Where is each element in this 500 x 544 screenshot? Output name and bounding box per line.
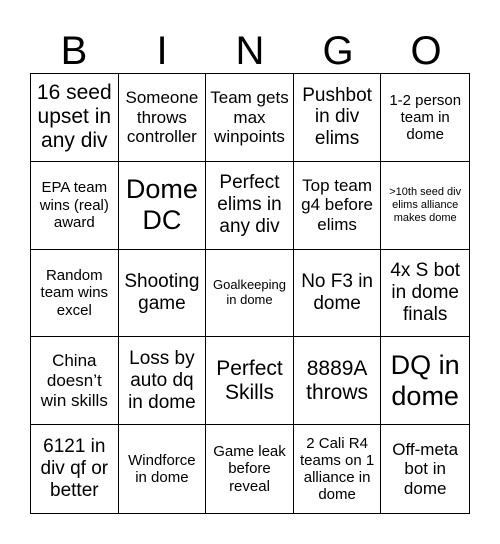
bingo-cell-r3c3[interactable] — [206, 250, 294, 338]
bingo-cell-r4c1[interactable] — [31, 337, 119, 425]
bingo-cell-r5c5[interactable] — [381, 425, 469, 513]
bingo-cell-r4c4[interactable] — [294, 337, 382, 425]
header-letter-n: N — [235, 29, 265, 73]
cell-text: 1-2 person team in dome — [389, 91, 462, 144]
bingo-cell-r2c4[interactable] — [294, 162, 382, 250]
cell-text: Loss by auto dq in dome — [128, 348, 196, 413]
bingo-cell-r5c3[interactable] — [206, 425, 294, 513]
header-letter-o: O — [410, 29, 442, 73]
cell-text: Perfect elims in any div — [217, 172, 282, 238]
header-letter-i: I — [156, 29, 168, 73]
cell-text: DQ in dome — [390, 349, 460, 411]
cell-text: EPA team wins (real) award — [39, 179, 109, 231]
cell-text: China doesn’t win skills — [40, 351, 108, 410]
cell-text: Pushbot in div elims — [302, 84, 372, 150]
header-letter-b: B — [60, 29, 88, 73]
cell-text: No F3 in dome — [301, 271, 373, 314]
bingo-cell-r1c3[interactable] — [206, 74, 294, 162]
bingo-cell-r4c2[interactable] — [119, 337, 207, 425]
bingo-cell-r4c3[interactable] — [206, 337, 294, 425]
bingo-cell-r4c5[interactable] — [381, 337, 469, 425]
bingo-cell-r5c4[interactable] — [294, 425, 382, 513]
bingo-cell-r3c5[interactable] — [381, 250, 469, 338]
cell-text: Shooting game — [124, 271, 200, 314]
bingo-cell-r1c2[interactable] — [119, 74, 207, 162]
cell-text: Perfect Skills — [216, 356, 283, 404]
bingo-cell-r1c1[interactable] — [31, 74, 119, 162]
cell-text: Windforce in dome — [128, 451, 196, 487]
cell-text: >10th seed div elims alliance makes dome — [389, 186, 462, 224]
bingo-cell-r2c5[interactable] — [381, 162, 469, 250]
cell-text: Dome DC — [125, 174, 198, 236]
bingo-cell-r1c5[interactable] — [381, 74, 469, 162]
bingo-cell-r3c2[interactable] — [119, 250, 207, 338]
cell-text: Top team g4 before elims — [301, 175, 374, 234]
cell-text: 8889A throws — [306, 356, 369, 404]
cell-text: Off-meta bot in dome — [392, 439, 459, 498]
bingo-cell-r3c1[interactable] — [31, 250, 119, 338]
cell-text: Someone throws controller — [125, 88, 199, 147]
header-letter-g: G — [322, 29, 354, 73]
cell-text: Game leak before reveal — [213, 443, 286, 495]
bingo-cell-r2c2[interactable] — [119, 162, 207, 250]
cell-text: 6121 in div qf or better — [40, 436, 109, 502]
bingo-cell-r5c2[interactable] — [119, 425, 207, 513]
cell-text: 2 Cali R4 teams on 1 alliance in dome — [299, 434, 375, 504]
bingo-header — [30, 24, 470, 74]
cell-text: Goalkeeping in dome — [212, 277, 286, 307]
bingo-board — [30, 73, 470, 514]
bingo-cell-r1c4[interactable] — [294, 74, 382, 162]
bingo-cell-r2c3[interactable] — [206, 162, 294, 250]
cell-text: 4x S bot in dome finals — [390, 260, 461, 325]
cell-text: Random team wins excel — [40, 267, 109, 319]
bingo-cell-r3c4[interactable] — [294, 250, 382, 338]
bingo-cell-r2c1[interactable] — [31, 162, 119, 250]
cell-text: Team gets max winpoints — [210, 88, 289, 147]
bingo-cell-r5c1[interactable] — [31, 425, 119, 513]
cell-text: 16 seed upset in any div — [36, 81, 112, 153]
